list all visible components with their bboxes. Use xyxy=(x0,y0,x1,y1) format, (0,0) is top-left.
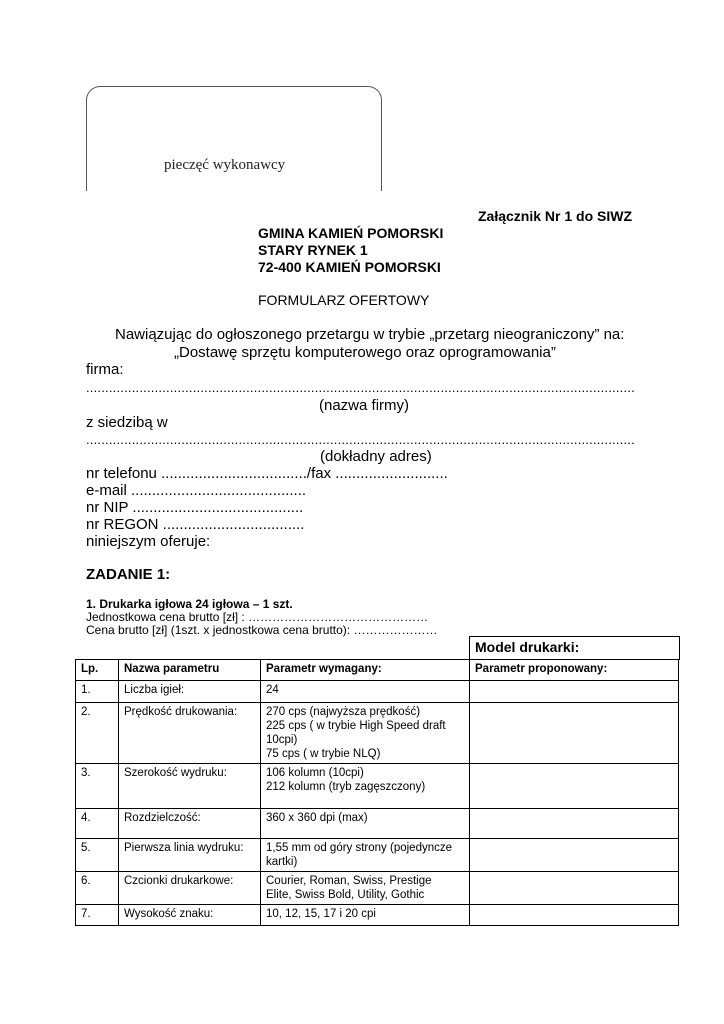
row-param-name: Wysokość znaku: xyxy=(119,905,261,926)
row-param-name: Prędkość drukowania: xyxy=(119,703,261,764)
row-param-name: Czcionki drukarkowe: xyxy=(119,872,261,905)
row-proposed-cell[interactable] xyxy=(470,839,679,872)
total-price-line[interactable]: Cena brutto [zł] (1szt. x jednostkowa cena brutto): ………………… xyxy=(86,623,438,637)
header-name: Nazwa parametru xyxy=(119,660,261,681)
row-param-name: Szerokość wydruku: xyxy=(119,764,261,809)
unit-price-line[interactable]: Jednostkowa cena brutto [zł] : ……………………………………… xyxy=(86,610,429,624)
table-row xyxy=(76,872,679,905)
row-param-name: Rozdzielczość: xyxy=(119,809,261,839)
table-row xyxy=(76,839,679,872)
row-param-name: Pierwsza linia wydruku: xyxy=(119,839,261,872)
form-title: FORMULARZ OFERTOWY xyxy=(258,292,430,308)
addressee-line-2: STARY RYNEK 1 xyxy=(258,242,368,258)
firma-input-line[interactable]: ................................................................................................................................................ xyxy=(86,380,635,395)
offer-label: niniejszym oferuje: xyxy=(86,533,211,550)
table-row xyxy=(76,905,679,926)
row-required: Courier, Roman, Swiss, Prestige Elite, Swiss Bold, Utility, Gothic xyxy=(261,872,470,905)
row-required: 1,55 mm od góry strony (pojedyncze kartki) xyxy=(261,839,470,872)
table-row xyxy=(76,809,679,839)
nip-field[interactable]: nr NIP ......................................... xyxy=(86,499,304,516)
row-proposed-cell[interactable] xyxy=(470,872,679,905)
intro-line-1: Nawiązując do ogłoszonego przetargu w trybie „przetarg nieograniczony” na: xyxy=(115,326,625,343)
row-lp: 2. xyxy=(76,703,119,764)
row-required: 360 x 360 dpi (max) xyxy=(261,809,470,839)
row-proposed-cell[interactable] xyxy=(470,764,679,809)
stamp-label: pieczęć wykonawcy xyxy=(164,157,286,173)
firma-caption: (nazwa firmy) xyxy=(319,397,410,414)
row-lp: 5. xyxy=(76,839,119,872)
row-lp: 1. xyxy=(76,681,119,703)
model-label: Model drukarki: xyxy=(475,639,580,655)
row-proposed-cell[interactable] xyxy=(470,809,679,839)
email-field[interactable]: e-mail .......................................... xyxy=(86,482,307,499)
intro-line-2: „Dostawę sprzętu komputerowego oraz oprogramowania” xyxy=(174,344,556,361)
row-lp: 7. xyxy=(76,905,119,926)
row-required: 10, 12, 15, 17 i 20 cpi xyxy=(261,905,470,926)
table-row xyxy=(76,764,679,809)
row-lp: 6. xyxy=(76,872,119,905)
table-header-row xyxy=(76,660,679,681)
row-required: 24 xyxy=(261,681,470,703)
addressee-line-3: 72-400 KAMIEŃ POMORSKI xyxy=(258,259,441,275)
phone-fax-field[interactable]: nr telefonu .................................../fax ........................... xyxy=(86,465,448,482)
header-lp: Lp. xyxy=(76,660,119,681)
attachment-label: Załącznik Nr 1 do SIWZ xyxy=(478,208,633,224)
item-title: 1. Drukarka igłowa 24 igłowa – 1 szt. xyxy=(86,597,293,611)
siedziba-caption: (dokładny adres) xyxy=(320,448,432,465)
row-required: 270 cps (najwyższa prędkość) 225 cps ( w trybie High Speed draft 10cpi) 75 cps ( w trybie NLQ) xyxy=(261,703,470,764)
model-box xyxy=(469,636,680,660)
row-proposed-cell[interactable] xyxy=(470,703,679,764)
firma-label: firma: xyxy=(86,361,124,378)
header-required: Parametr wymagany: xyxy=(261,660,470,681)
row-proposed-cell[interactable] xyxy=(470,681,679,703)
addressee-line-1: GMINA KAMIEŃ POMORSKI xyxy=(258,225,444,241)
task-title: ZADANIE 1: xyxy=(86,566,171,583)
row-proposed-cell[interactable] xyxy=(470,905,679,926)
row-required: 106 kolumn (10cpi) 212 kolumn (tryb zagęszczony) xyxy=(261,764,470,809)
spec-table xyxy=(75,659,679,926)
regon-field[interactable]: nr REGON .................................. xyxy=(86,516,305,533)
header-proposed: Parametr proponowany: xyxy=(470,660,679,681)
row-param-name: Liczba igieł: xyxy=(119,681,261,703)
siedziba-input-line[interactable]: ................................................................................................................................................ xyxy=(86,432,635,447)
row-lp: 3. xyxy=(76,764,119,809)
siedziba-label: z siedzibą w xyxy=(86,414,168,431)
table-row xyxy=(76,703,679,764)
stamp-box xyxy=(86,86,382,191)
table-row xyxy=(76,681,679,703)
row-lp: 4. xyxy=(76,809,119,839)
